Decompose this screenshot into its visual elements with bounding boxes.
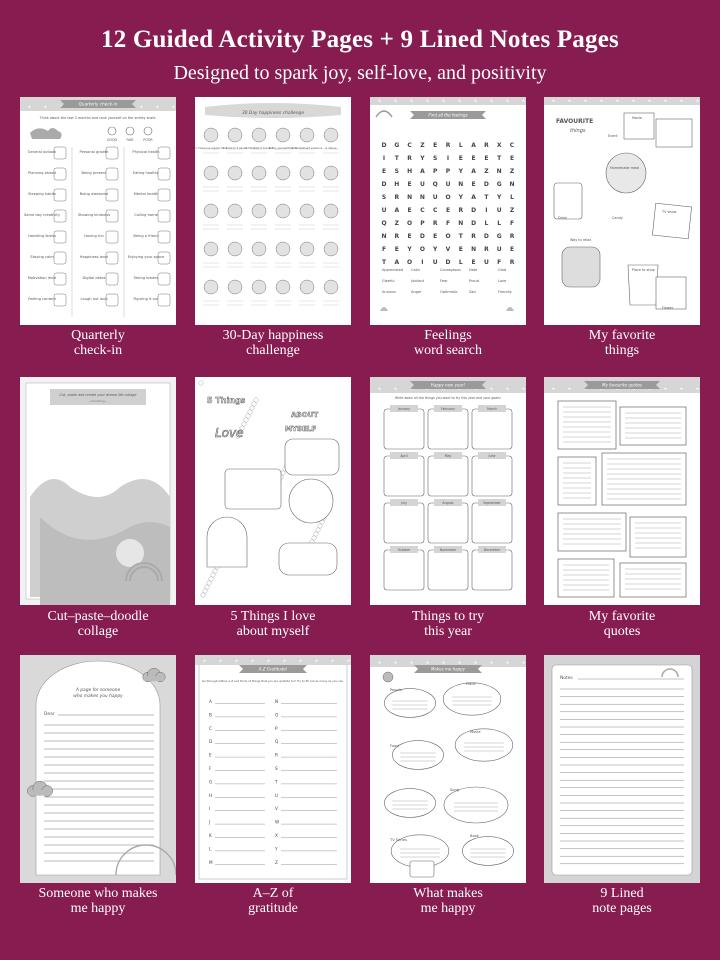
check-label: General outlook <box>27 150 57 154</box>
letter-label: E <box>209 752 212 758</box>
page-preview <box>370 377 526 605</box>
svg-text:A: A <box>471 194 476 201</box>
page-caption <box>10 328 186 358</box>
word-label: Anger <box>411 290 422 294</box>
caption-line: note pages <box>592 901 652 916</box>
letter-label: B <box>209 712 212 718</box>
svg-text:T: T <box>497 155 502 162</box>
svg-text:N: N <box>509 181 515 188</box>
check-label: Being a friend <box>133 234 159 238</box>
word-label: Optimistic <box>440 290 458 294</box>
page-caption <box>534 328 710 358</box>
page-preview <box>20 97 176 325</box>
svg-text:N: N <box>496 168 502 175</box>
page-title-text: A page for someone <box>75 688 121 693</box>
svg-text:D: D <box>381 181 387 188</box>
thing-label: Movie <box>632 116 643 120</box>
happy-label: Food <box>390 744 399 748</box>
svg-text:Q: Q <box>381 220 387 227</box>
caption-line: 30-Day happiness <box>222 328 324 343</box>
word-label: Appreciated <box>382 268 404 272</box>
svg-text:L: L <box>484 220 489 227</box>
word-label: Love <box>498 279 507 283</box>
page-preview <box>544 655 700 883</box>
svg-text:H: H <box>394 181 400 188</box>
check-label: Eating healthy <box>132 171 160 175</box>
word-label: Courageous <box>440 268 461 272</box>
check-label: Mental health <box>133 192 159 196</box>
dear-label: Dear <box>44 712 55 717</box>
svg-text:Y: Y <box>433 246 438 253</box>
check-label: Motivation level <box>27 276 57 280</box>
svg-text:Find all the feelings: Find all the feelings <box>428 112 468 118</box>
svg-text:Y: Y <box>497 194 502 201</box>
svg-text:A-Z Gratitude!: A-Z Gratitude! <box>258 666 288 672</box>
page-caption <box>534 886 710 916</box>
svg-text:C: C <box>407 142 412 149</box>
month-label: October <box>397 548 411 553</box>
svg-text:E: E <box>407 181 412 188</box>
svg-text:Q: Q <box>432 181 438 188</box>
check-label: Showing kindness <box>77 213 111 217</box>
month-label: August <box>442 501 454 506</box>
page-caption <box>185 609 361 639</box>
svg-text:R: R <box>445 142 451 149</box>
letter-label: W <box>275 819 280 825</box>
letter-label: L <box>209 846 212 852</box>
check-label: Handling stress <box>28 234 56 238</box>
svg-text:E: E <box>471 259 476 266</box>
svg-text:R: R <box>394 194 400 201</box>
letter-label: I <box>209 806 211 812</box>
word-label: Jubilant <box>411 279 425 283</box>
word-label: Sad <box>469 290 476 294</box>
svg-text:E: E <box>484 155 489 162</box>
caption-line: Cut–paste–doodle <box>47 609 149 624</box>
svg-text:Z: Z <box>509 207 515 214</box>
day-label: 3. Meditate 5 minutes <box>245 147 273 150</box>
month-label: November <box>439 548 457 553</box>
page-preview <box>370 655 526 883</box>
check-label: Digital detox <box>82 276 106 280</box>
svg-text:S: S <box>381 194 387 201</box>
svg-text:E: E <box>433 233 438 240</box>
letter-label: S <box>275 766 278 771</box>
svg-text:P: P <box>420 220 425 227</box>
svg-text:E: E <box>381 168 387 175</box>
letter-label: Y <box>275 846 278 852</box>
check-label: Planning ahead <box>28 171 56 175</box>
word-label: Gleeful <box>382 279 395 283</box>
month-label: March <box>487 407 497 412</box>
svg-text:E: E <box>407 233 412 240</box>
letter-label: Z <box>275 859 278 865</box>
svg-text:D: D <box>471 207 477 214</box>
word-label: Fear <box>440 279 448 283</box>
caption-line: word search <box>413 343 483 358</box>
page-title-text: 30 Day happiness challenge <box>241 111 305 116</box>
thing-label: Way to relax <box>570 238 592 242</box>
letter-label: J <box>209 819 211 825</box>
svg-text:F: F <box>497 259 502 266</box>
page-preview <box>20 655 176 883</box>
page-illustration <box>544 377 700 605</box>
svg-text:Y: Y <box>458 168 463 175</box>
check-label: Feeling content <box>28 297 56 301</box>
svg-text:S: S <box>433 155 438 162</box>
svg-text:N: N <box>419 194 425 201</box>
svg-text:T: T <box>381 259 387 266</box>
page-caption <box>534 609 710 639</box>
letter-label: P <box>275 725 278 731</box>
happy-label: Book <box>470 834 479 838</box>
month-label: April <box>400 454 408 459</box>
day-label: 6. Dance <box>325 147 337 150</box>
letter-label: A <box>209 699 212 704</box>
letter-label: H <box>209 792 213 798</box>
happy-label: Song <box>450 788 460 792</box>
svg-text:U: U <box>483 259 489 266</box>
svg-text:A: A <box>394 207 400 214</box>
letter-label: R <box>275 752 278 758</box>
word-label: Hate <box>469 268 478 272</box>
svg-text:P: P <box>432 168 438 175</box>
svg-text:L: L <box>497 220 502 227</box>
page-preview <box>544 97 700 325</box>
svg-text:T: T <box>484 194 489 201</box>
scale-label: POOR <box>143 138 153 142</box>
caption-line: 9 Lined <box>600 886 644 901</box>
page-subtitle: Designed to spark joy, self-love, and positivity <box>173 62 547 84</box>
svg-text:U: U <box>496 207 502 214</box>
svg-text:E: E <box>433 142 438 149</box>
svg-text:R: R <box>432 220 438 227</box>
page-title-text: Notes <box>560 676 573 681</box>
check-label: Laugh out loud <box>80 297 108 301</box>
page-illustration <box>195 377 351 605</box>
svg-text:E: E <box>509 246 515 253</box>
svg-text:I: I <box>382 155 386 162</box>
svg-text:E: E <box>471 155 476 162</box>
caption-line: check-in <box>73 343 123 358</box>
svg-text:E: E <box>458 246 463 253</box>
page-illustration <box>195 655 351 883</box>
check-label: Figuring it out <box>133 297 159 301</box>
svg-text:O: O <box>407 220 413 227</box>
svg-text:D: D <box>381 142 387 149</box>
thing-label: Event <box>608 134 618 138</box>
letter-label: D <box>209 739 213 745</box>
svg-text:U: U <box>496 246 502 253</box>
svg-text:C: C <box>509 142 515 149</box>
check-label: Being awesome <box>79 192 109 196</box>
svg-text:E: E <box>394 246 399 253</box>
svg-text:L: L <box>458 259 463 266</box>
svg-text:Happy new year!: Happy new year! <box>430 382 466 388</box>
check-label: Personal growth <box>79 150 109 154</box>
thing-label: TV show <box>662 210 677 214</box>
check-label: Being present <box>81 171 107 175</box>
svg-text:U: U <box>432 259 438 266</box>
svg-text:MYSELF: MYSELF <box>285 425 317 433</box>
check-label: Happiness level <box>79 255 109 259</box>
letter-label: N <box>275 699 279 704</box>
caption-line: Things to try <box>411 609 485 624</box>
caption-line: 5 Things I love <box>230 609 316 624</box>
svg-text:L: L <box>458 142 463 149</box>
svg-text:Z: Z <box>509 168 515 175</box>
svg-text:X: X <box>496 142 502 149</box>
svg-text:D: D <box>419 233 425 240</box>
svg-text:S: S <box>394 168 399 175</box>
svg-text:My favourite quotes: My favourite quotes <box>602 382 642 388</box>
svg-text:N: N <box>458 220 464 227</box>
svg-text:E: E <box>509 155 515 162</box>
intro-text: Write down all the things you want to try this year and your goals! <box>394 396 502 400</box>
caption-line: Someone who makes <box>38 886 158 901</box>
word-label: Calm <box>411 268 420 272</box>
day-label: 4. Buy yourself flowers <box>268 147 298 150</box>
check-label: Staying calm <box>30 255 54 259</box>
letter-label: X <box>275 833 278 838</box>
svg-text:I: I <box>421 259 424 266</box>
svg-text:Z: Z <box>420 142 425 149</box>
svg-text:Makes me happy: Makes me happy <box>430 666 466 672</box>
svg-text:N: N <box>471 246 477 253</box>
svg-text:D: D <box>483 233 489 240</box>
svg-text:N: N <box>381 233 387 240</box>
thing-label: Drink <box>558 216 568 220</box>
svg-text:D: D <box>471 220 477 227</box>
day-label: 2. Smile to 5 people <box>222 147 248 150</box>
svg-text:D: D <box>483 181 489 188</box>
page-illustration <box>370 97 526 325</box>
page-illustration <box>370 377 526 605</box>
caption-line: My favorite <box>588 328 656 343</box>
svg-text:E: E <box>458 155 463 162</box>
svg-text:R: R <box>509 259 515 266</box>
month-label: December <box>483 548 501 553</box>
day-label: 5. Compliment someone <box>291 147 323 150</box>
page-preview <box>20 377 176 605</box>
svg-text:R: R <box>484 142 489 149</box>
page-illustration <box>20 377 176 605</box>
svg-text:A: A <box>471 168 476 175</box>
thing-label: Homemade meal <box>610 166 640 170</box>
check-label: Physical health <box>132 150 160 154</box>
month-label: September <box>483 501 501 506</box>
caption-line: A–Z of <box>252 886 294 901</box>
page-illustration <box>195 97 351 325</box>
check-label: Calling home <box>134 213 158 217</box>
word-label: Friendly <box>498 290 512 294</box>
svg-text:T: T <box>394 155 399 162</box>
svg-text:F: F <box>509 220 515 227</box>
svg-text:R: R <box>509 233 515 240</box>
page-caption <box>360 328 536 358</box>
svg-text:R: R <box>407 155 412 162</box>
svg-text:A: A <box>420 168 425 175</box>
page-illustration <box>544 655 700 883</box>
svg-text:G: G <box>496 233 502 240</box>
svg-text:U: U <box>432 194 438 201</box>
page-preview <box>195 655 351 883</box>
scale-label: FAIR <box>126 138 134 142</box>
svg-text:O: O <box>445 194 451 201</box>
month-label: January <box>397 407 411 412</box>
page-caption <box>360 609 536 639</box>
month-label: July <box>401 501 407 506</box>
svg-text:V: V <box>445 246 451 253</box>
page-illustration <box>544 97 700 325</box>
month-label: June <box>488 454 496 459</box>
letter-label: C <box>209 725 212 731</box>
page-caption <box>185 328 361 358</box>
caption-line: What makes <box>413 886 483 901</box>
svg-text:ABOUT: ABOUT <box>291 411 319 419</box>
letter-label: O <box>275 712 279 718</box>
svg-text:R: R <box>471 233 476 240</box>
happy-label: People <box>390 688 402 692</box>
page-caption <box>360 886 536 916</box>
word-label: Proud <box>469 279 479 283</box>
caption-line: Quarterly <box>71 328 125 343</box>
intro-text: Go through letters A-Z and think of things that you are grateful for! Try to fill out as many as you can. <box>201 679 345 683</box>
svg-text:U: U <box>445 181 451 188</box>
svg-text:O: O <box>419 246 425 253</box>
page-illustration <box>20 655 176 883</box>
svg-text:Y: Y <box>407 246 412 253</box>
caption-line: quotes <box>603 624 641 639</box>
svg-text:U: U <box>381 207 387 214</box>
letter-label: T <box>275 779 278 785</box>
letter-label: Q <box>275 739 279 745</box>
happy-label: TV Series <box>390 838 407 842</box>
svg-text:Z: Z <box>484 168 489 175</box>
svg-text:F: F <box>445 220 451 227</box>
svg-text:N: N <box>458 181 464 188</box>
svg-text:U: U <box>419 181 425 188</box>
svg-text:H: H <box>407 168 413 175</box>
svg-text:A: A <box>471 142 476 149</box>
caption-line: gratitude <box>248 901 298 916</box>
caption-line: things <box>604 343 640 358</box>
thing-label: Candy <box>612 216 623 220</box>
word-label: Anxious <box>382 290 396 294</box>
svg-text:C: C <box>420 207 425 214</box>
svg-text:R: R <box>394 233 400 240</box>
page-title-text: 5 Things <box>207 396 246 405</box>
check-label: Having fun <box>84 234 104 238</box>
svg-text:O: O <box>407 259 413 266</box>
svg-text:E: E <box>445 207 451 214</box>
page-title-text: FAVOURITE <box>556 118 594 125</box>
svg-text:things: things <box>570 128 586 134</box>
month-label: February <box>440 407 456 412</box>
svg-text:who makes you happy: who makes you happy <box>73 694 123 699</box>
svg-text:Y: Y <box>420 155 425 162</box>
scale-label: GOOD <box>107 138 117 142</box>
month-label: May <box>444 454 452 459</box>
check-label: Same day creativity <box>24 213 60 217</box>
thing-label: Flower <box>662 306 674 310</box>
svg-text:R: R <box>458 207 464 214</box>
letter-label: V <box>275 806 278 812</box>
svg-text:G: G <box>496 181 502 188</box>
page-caption <box>10 609 186 639</box>
caption-line: challenge <box>246 343 300 358</box>
svg-text:E: E <box>471 181 476 188</box>
svg-text:—Doodling—: —Doodling— <box>88 399 108 403</box>
svg-text:L: L <box>510 194 514 201</box>
happy-label: Movie <box>470 730 481 734</box>
page-title-text: Cut, paste and create your dream life collage <box>59 393 137 397</box>
page-preview <box>370 97 526 325</box>
svg-text:T: T <box>458 233 463 240</box>
svg-text:O: O <box>445 233 451 240</box>
svg-text:G: G <box>394 142 400 149</box>
letter-label: U <box>275 792 279 798</box>
svg-text:Y: Y <box>458 194 463 201</box>
page-preview <box>544 377 700 605</box>
svg-text:N: N <box>407 194 413 201</box>
happy-label: Place <box>466 682 476 686</box>
svg-text:P: P <box>445 168 451 175</box>
svg-text:A: A <box>394 259 400 266</box>
svg-text:I: I <box>446 155 450 162</box>
svg-text:C: C <box>432 207 438 214</box>
letter-label: F <box>209 766 212 771</box>
svg-text:I: I <box>485 207 488 214</box>
letter-label: K <box>209 833 212 838</box>
caption-line: Feelings <box>424 328 472 343</box>
page-caption <box>10 886 186 916</box>
intro-text: Think about the last 3 months and rank yourself on the smiley scale. <box>39 116 157 120</box>
check-label: Enjoying your space <box>127 255 165 259</box>
svg-text:F: F <box>381 246 387 253</box>
letter-label: M <box>209 859 213 865</box>
svg-text:Quarterly check-in: Quarterly check-in <box>78 101 118 107</box>
caption-line: collage <box>77 624 119 639</box>
page-title: 12 Guided Activity Pages + 9 Lined Notes Pages <box>101 26 619 53</box>
svg-text:D: D <box>445 259 451 266</box>
day-label: 1. Have one organic food <box>195 147 227 150</box>
caption-line: My favorite <box>588 609 656 624</box>
page-illustration <box>20 97 176 325</box>
check-label: Sleeping habits <box>28 192 56 196</box>
caption-line: about myself <box>236 624 310 639</box>
page-preview <box>195 377 351 605</box>
svg-text:R: R <box>484 246 489 253</box>
thing-label: Place to shop <box>632 268 655 272</box>
svg-text:E: E <box>407 207 412 214</box>
caption-line: this year <box>424 624 472 639</box>
svg-text:Z: Z <box>394 220 399 227</box>
caption-line: me happy <box>420 901 476 916</box>
svg-text:Love: Love <box>215 426 244 440</box>
page-illustration <box>370 655 526 883</box>
page-preview <box>195 97 351 325</box>
word-label: Glad <box>498 268 507 272</box>
letter-label: G <box>209 779 213 785</box>
page-caption <box>185 886 361 916</box>
check-label: Taking breaks <box>133 276 159 280</box>
caption-line: me happy <box>70 901 126 916</box>
